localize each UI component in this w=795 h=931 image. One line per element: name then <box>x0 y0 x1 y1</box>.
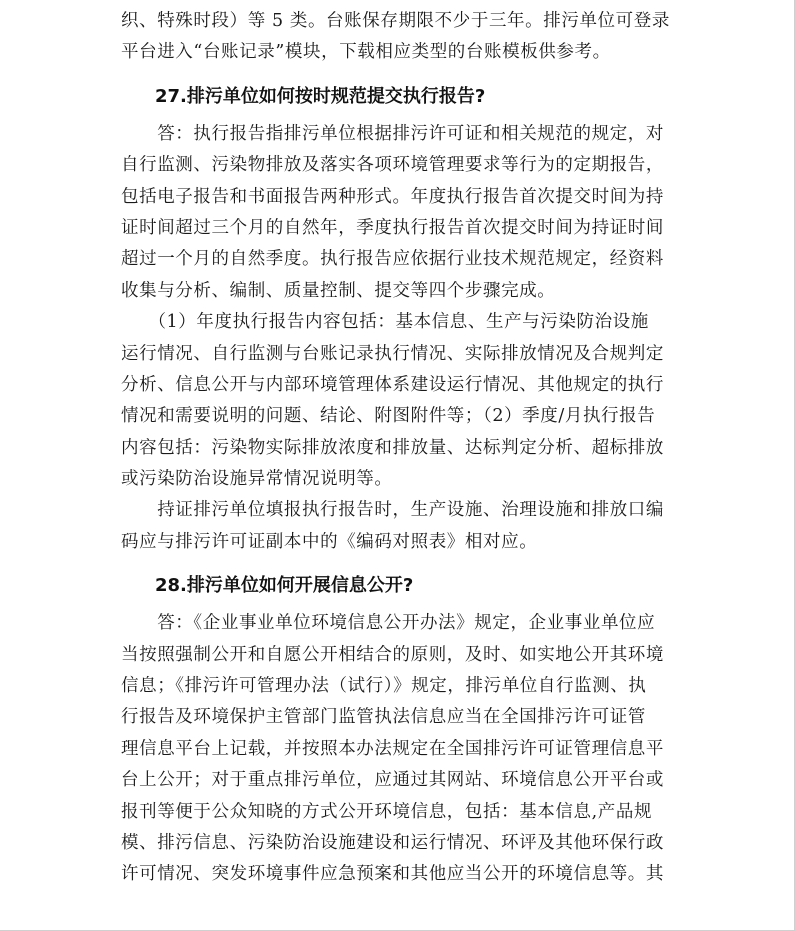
text-line: 分析、信息公开与内部环境管理体系建设运行情况、其他规定的执行 <box>121 374 664 395</box>
text-line: 理信息平台上记载，并按照本办法规定在全国排污许可证管理信息平 <box>121 738 664 759</box>
text-line: 当按照强制公开和自愿公开相结合的原则，及时、如实地公开其环境 <box>121 644 664 665</box>
text-line: 模、排污信息、污染防治设施建设和运行情况、环评及其他环保行政 <box>121 832 664 853</box>
text-line: （1）年度执行报告内容包括：基本信息、生产与污染防治设施 <box>121 312 649 333</box>
text-line: 内容包括：污染物实际排放浓度和排放量、达标判定分析、超标排放 <box>121 437 664 458</box>
text-line: 行报告及环境保护主管部门监管执法信息应当在全国排污许可证管 <box>121 707 646 728</box>
text-line: 或污染防治设施异常情况说明等。 <box>121 469 393 490</box>
text-line: 许可情况、突发环境事件应急预案和其他应当公开的环境信息等。其 <box>121 864 664 885</box>
text-line: 包括电子报告和书面报告两种形式。年度执行报告首次提交时间为持 <box>121 186 664 207</box>
text-line: 证时间超过三个月的自然年，季度执行报告首次提交时间为持证时间 <box>121 217 664 238</box>
document-content <box>121 6 676 891</box>
text-line: 信息；《排污许可管理办法（试行）》规定，排污单位自行监测、执 <box>121 676 647 697</box>
text-line: 收集与分析、编制、质量控制、提交等四个步骤完成。 <box>121 280 556 301</box>
text-line: 自行监测、污染物排放及落实各项环境管理要求等行为的定期报告， <box>121 155 664 176</box>
text-line: 超过一个月的自然季度。执行报告应依据行业技术规范规定，经资料 <box>121 249 664 270</box>
text-line: 运行情况、自行监测与台账记录执行情况、实际排放情况及合规判定 <box>121 343 664 364</box>
section-heading-28: 28.排污单位如何开展信息公开? <box>155 575 414 597</box>
text-line: 持证排污单位填报执行报告时，生产设施、治理设施和排放口编 <box>121 500 664 521</box>
text-line: 平台进入“台账记录”模块，下载相应类型的台账模板供参考。 <box>121 42 611 63</box>
text-line: 报刊等便于公众知晓的方式公开环境信息，包括：基本信息,产品规 <box>121 801 653 822</box>
text-line: 台上公开；对于重点排污单位，应通过其网站、环境信息公开平台或 <box>121 770 664 791</box>
text-line: 答：《企业事业单位环境信息公开办法》规定，企业事业单位应 <box>121 613 656 634</box>
text-line: 情况和需要说明的问题、结论、附图附件等；（2）季度/月执行报告 <box>121 406 656 427</box>
section-heading-27: 27.排污单位如何按时规范提交执行报告? <box>155 85 486 107</box>
text-line: 织、特殊时段）等 5 类。台账保存期限不少于三年。排污单位可登录 <box>121 11 670 31</box>
text-line: 答：执行报告指排污单位根据排污许可证和相关规范的规定，对 <box>121 123 664 144</box>
text-line: 码应与排污许可证副本中的《编码对照表》相对应。 <box>121 531 538 552</box>
